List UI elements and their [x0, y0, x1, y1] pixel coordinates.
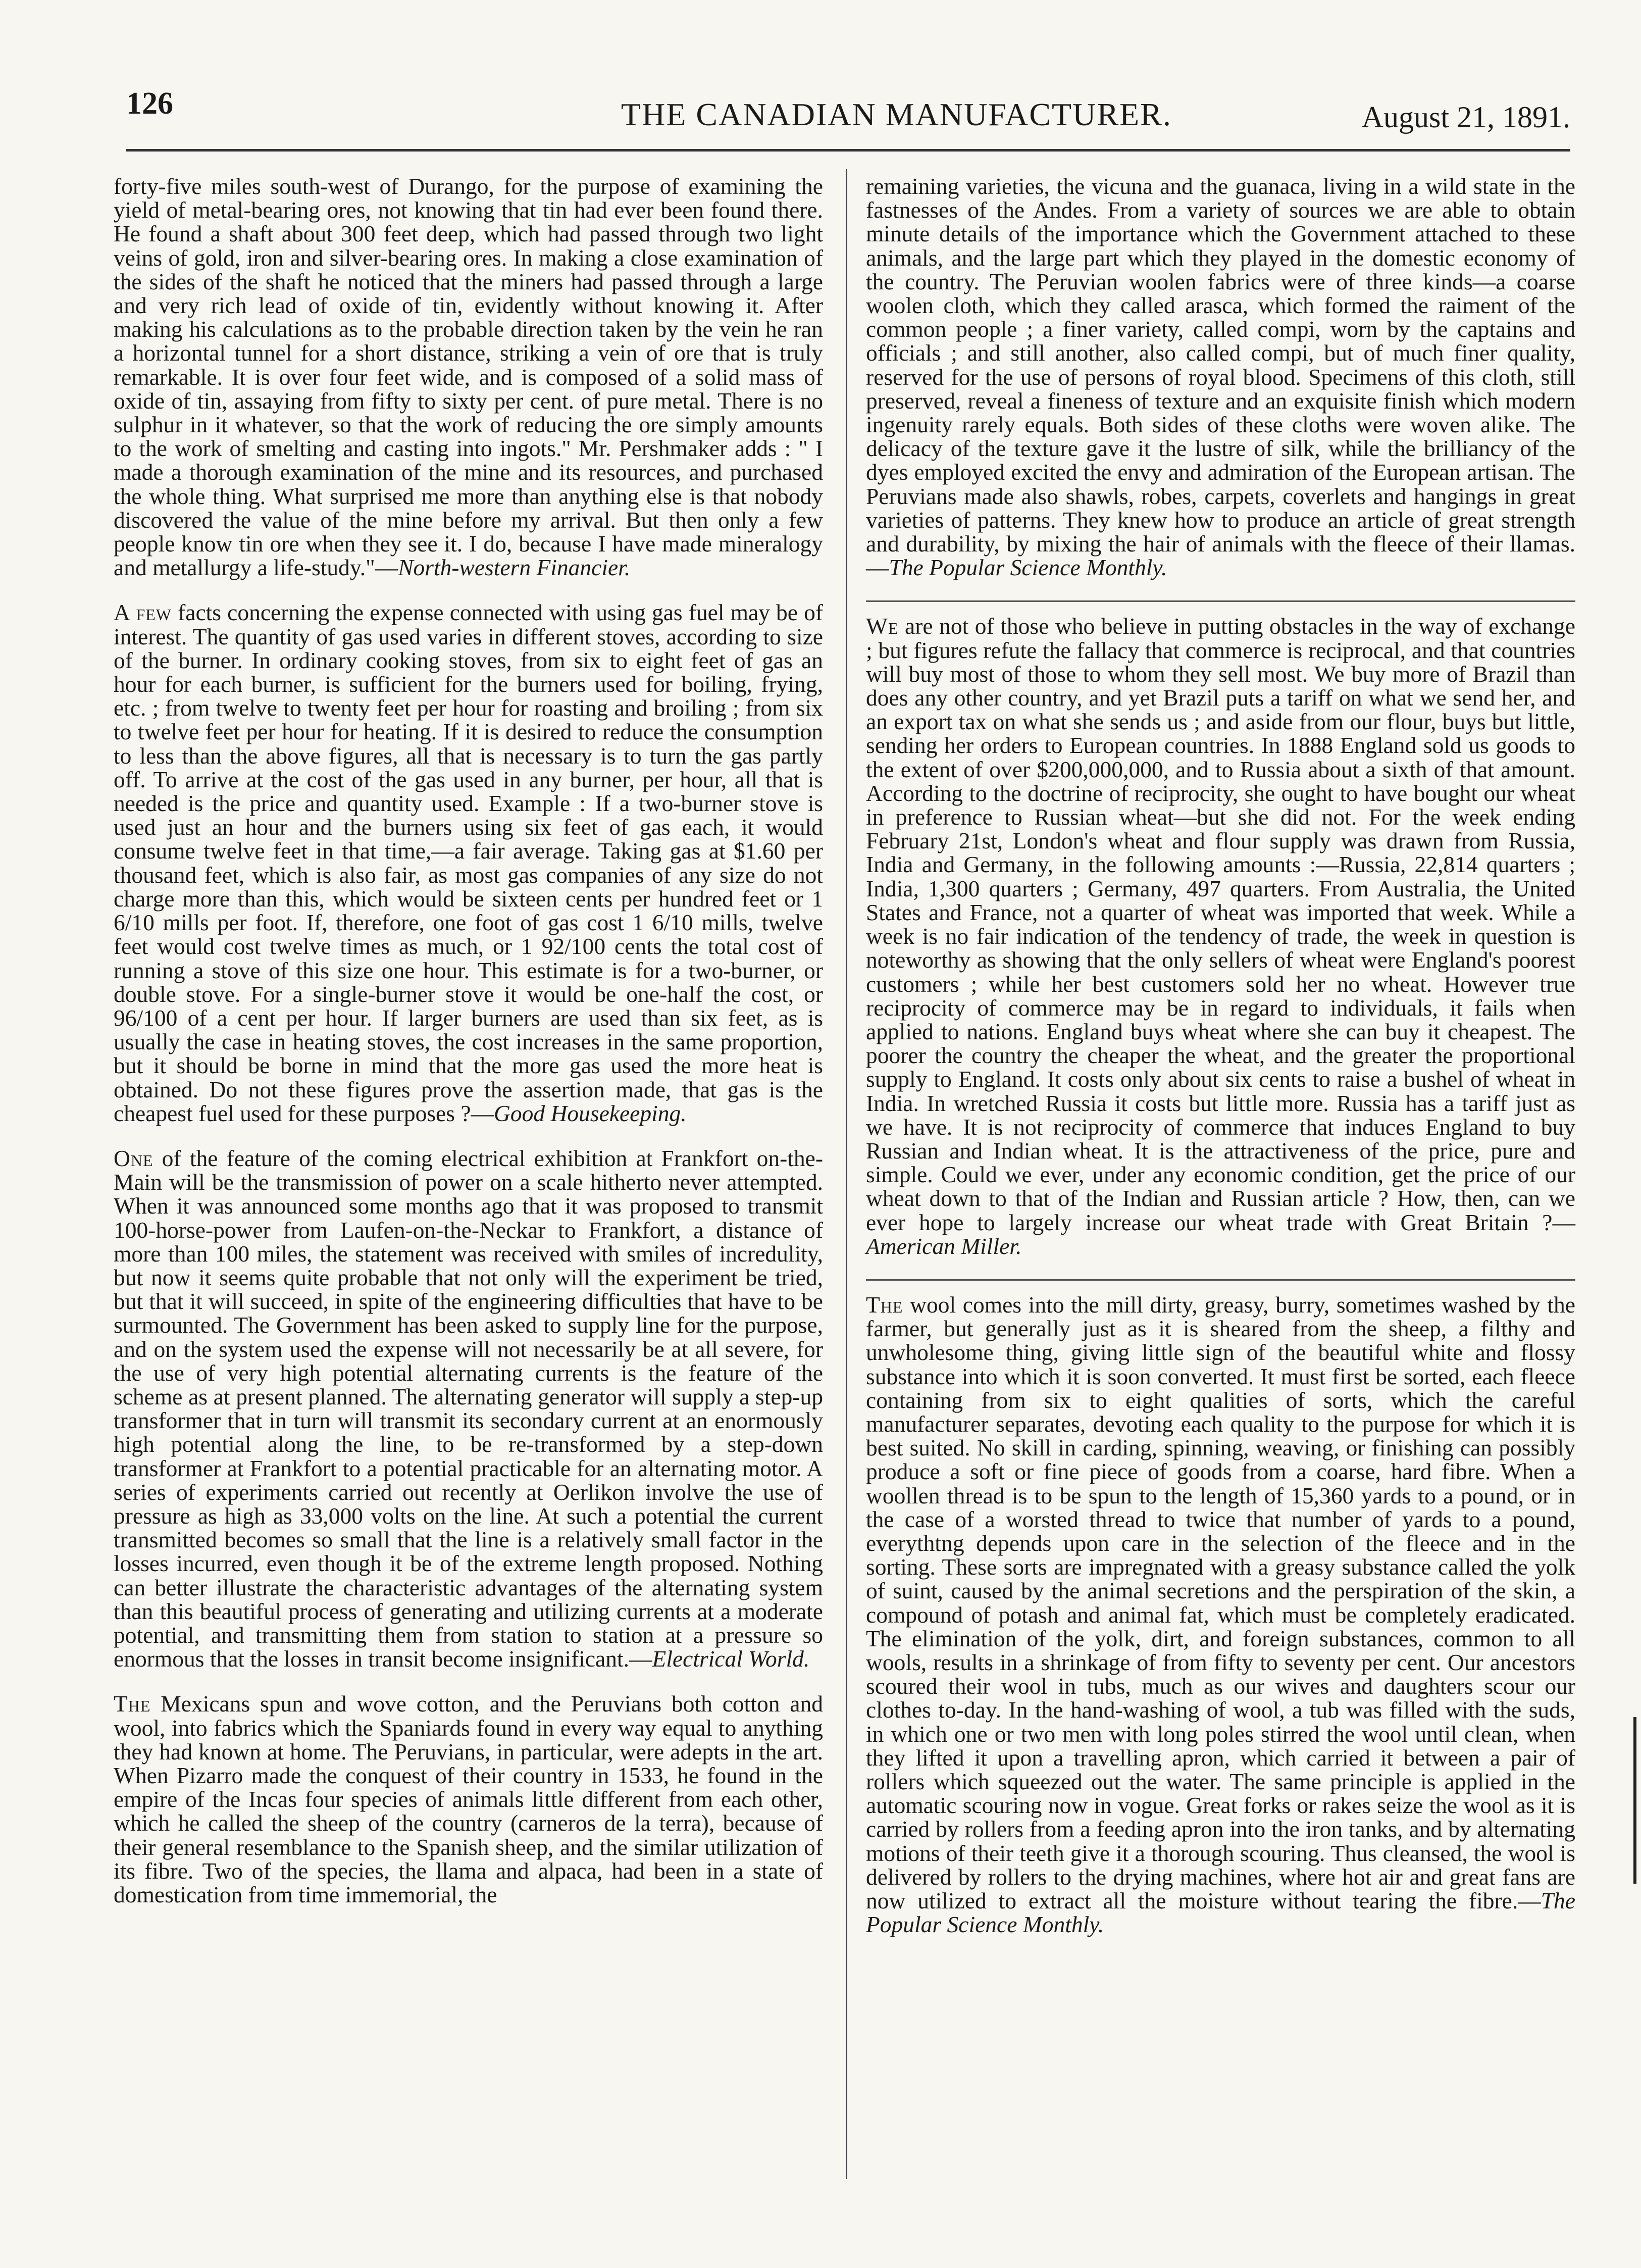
left-column [114, 174, 823, 1928]
article-source: Good Housekeeping. [494, 1100, 687, 1126]
page-number: 126 [126, 86, 173, 121]
article-wool-scouring [866, 1293, 1575, 1936]
article-source: American Miller. [866, 1233, 1022, 1259]
header-rule [126, 149, 1570, 152]
article-body: of the feature of the coming electrical exhibition at Frankfort on-the-Main will be the transmission of power on a scale hitherto never attempted. When it was announced some months ago that it was proposed to transmit 100-horse-power from Laufen-on-the-Neckar to Frankfort, a distance of more than 100 miles, the statement was received with smiles of incredulity, but now it seems quite probable that not only will the experiment be tried, but that it will succeed, in spite of the engineering difficulties that have to be surmounted. The Government has been asked to supply line for the purpose, and on the system used the expense will not necessarily be at all severe, for the use of very high potential alternating currents is the feature of the scheme as at present planned. The alternating generator will supply a step-up transformer that in turn will transmit its secondary current at an enormously high potential along the line, to be re-transformed by a step-down transformer at Frankfort to a potential practicable for an alternating motor. A series of experiments carried out recently at Oerlikon involve the use of pressure as high as 33,000 volts on the line. At such a potential the current transmitted becomes so small that the line is a relatively small factor in the losses incurred, even though it be of the extreme length proposed. Nothing can better illustrate the characteristic advantages of the alternating system than this beautiful process of generating and utilizing currents at a moderate potential, and transmitting them from station to station at a pressure so enormous that the losses in transit become insignificant.— [114, 1145, 823, 1672]
article-frankfort-power [114, 1146, 823, 1671]
publication-title: THE CANADIAN MANUFACTURER. [621, 96, 1172, 132]
article-wheat-trade [866, 614, 1575, 1257]
article-body: facts concerning the expense connected with using gas fuel may be of interest. The quantity of gas used varies in different stoves, according to size of the burner. In ordinary cooking stoves, from six to eight feet of gas an hour for each burner, is sufficient for the burners used for boiling, frying, etc. ; from twelve to twenty feet per hour for roasting and broiling ; from six to twelve feet per hour for heating. If it is desired to reduce the consumption to less than the above figures, all that is necessary is to turn the gas partly off. To arrive at the cost of the gas used in any burner, per hour, all that is needed is the price and quantity used. Example : If a two-burner stove is used just an hour and the burners using six feet of gas each, it would consume twelve feet in that time,—a fair average. Taking gas at $1.60 per thousand feet, which is also fair, as most gas companies of any size do not charge more than this, which would be sixteen cents per hundred feet or 1 6/10 mills per foot. If, therefore, one foot of gas cost 1 6/10 mills, twelve feet would cost twelve times as much, or 1 92/100 cents the total cost of running a stove of this size one hour. This estimate is for a two-burner, or double stove. For a single-burner stove it would be one-half the cost, or 96/100 of a cent per hour. If larger burners are used than six feet, as is usually the case in heating stoves, the cost increases in the same proportion, but it should be borne in mind that the more gas used the more heat is obtained. Do not these figures prove the assertion made, that gas is the cheapest fuel used for these purposes ?— [114, 599, 823, 1126]
binding-edge-mark [1633, 1717, 1636, 1884]
article-body: forty-five miles south-west of Durango, for the purpose of examining the yield of metal-bearing ores, not knowing that tin had ever been found there. He found a shaft about 300 feet deep, which had passed through two light veins of gold, iron and silver-bearing ores. In making a close examination of the sides of the shaft he noticed that the miners had passed through a large and very rich lead of oxide of tin, evidently without knowing it. After making his calculations as to the probable direction taken by the vein he ran a horizontal tunnel for a short distance, striking a vein of ore that is truly remarkable. It is over four feet wide, and is composed of a solid mass of oxide of tin, assaying from fifty to sixty per cent. of pure metal. There is no sulphur in it whatever, so that the work of reducing the ore simply amounts to the work of smelting and casting into ingots." Mr. Pershmaker adds : " I made a thorough examination of the mine and its resources, and purchased the whole thing. What surprised me more than anything else is that nobody discovered the value of the mine before my arrival. But then only a few people know tin ore when they see it. I do, because I have made mineralogy and metallurgy a life-study."— [114, 173, 823, 581]
article-source: The Popular Science Monthly. [889, 555, 1167, 581]
article-lead: We [866, 613, 899, 639]
article-source: North-western Financier. [398, 555, 631, 581]
section-rule [866, 600, 1575, 602]
article-body: wool comes into the mill dirty, greasy, burry, sometimes washed by the farmer, but generally just as it is sheared from the sheep, a filthy and unwholesome thing, giving little sign of the beautiful white and flossy substance into which it is soon converted. It must first be sorted, each fleece containing from six to eight qualities of sorts, which the careful manufacturer separates, devoting each quality to the purpose for which it is best suited. No skill in carding, spinning, weaving, or finishing can possibly produce a soft or fine piece of goods from a coarse, hard fibre. When a woollen thread is to be spun to the length of 15,360 yards to a pound, or in the case of a worsted thread to twice that number of yards to a pound, everythtng depends upon care in the selection of the fleece and in the sorting. These sorts are impregnated with a greasy substance called the yolk of suint, caused by the animal secretions and the perspiration of the skin, a compound of potash and animal fat, which must be completely eradicated. The elimination of the yolk, dirt, and foreign substances, common to all wools, results in a shrinkage of from fifty to seventy per cent. Our ancestors scoured their wool in tubs, much as our wives and daughters scour our clothes to-day. In the hand-washing of wool, a tub was filled with the suds, in which one or two men with long poles stirred the wool until clean, when they lifted it upon a travelling apron, which carried it between a pair of rollers which squeezed out the water. The same principle is applied in the automatic scouring now in vogue. Great forks or rakes seize the wool as it is carried by rollers from a feeding apron into the iron tanks, and by alternating motions of their teeth give it a thorough scouring. Thus cleansed, the wool is delivered by rollers to the drying machines, where hot air and great fans are now utilized to extract all the moisture without tearing the fibre.— [866, 1291, 1575, 1914]
right-column [866, 174, 1575, 1957]
article-body: Mexicans spun and wove cotton, and the Peruvians both cotton and wool, into fabrics which the Spaniards found in every way equal to anything they had known at home. The Peruvians, in particular, were adepts in the art. When Pizarro made the conquest of their country in 1533, he found in the empire of the Incas four species of animals little different from each other, which he called the sheep of the country (carneros de la terra), because of their general resemblance to the Spanish sheep, and the similar utilization of its fibre. Two of the species, the llama and alpaca, had been in a state of domestication from time immemorial, the [114, 1691, 823, 1908]
article-lead: One [114, 1145, 153, 1171]
article-body: are not of those who believe in putting obstacles in the way of exchange ; but figures refute the fallacy that commerce is reciprocal, and that countries will buy most of those to whom they sell most. We buy more of Brazil than does any other country, and yet Brazil puts a tariff on what we send her, and an export tax on what she sends us ; and aside from our flour, buys but little, sending her orders to European countries. In 1888 England sold us goods to the extent of over $200,000,000, and to Russia about a sixth of that amount. According to the doctrine of reciprocity, she ought to have bought our wheat in preference to Russian wheat—but she did not. For the week ending February 21st, London's wheat and flour supply was drawn from Russia, India and Germany, in the following amounts :—Russia, 22,814 quarters ; India, 1,300 quarters ; Germany, 497 quarters. From Australia, the United States and France, not a quarter of wheat was imported that week. While a week is no fair indication of the tendency of trade, the week in question is noteworthy as showing that the only sellers of wheat were England's poorest customers ; while her best customers sold her no wheat. However true reciprocity of commerce may be in regard to individuals, it fails when applied to nations. England buys wheat where she can buy it cheapest. The poorer the country the cheaper the wheat, and the greater the proportional supply to England. It costs only about six cents to raise a bushel of wheat in India. In wretched Russia it costs but little more. Russia has a tariff just as we have. It is not reciprocity of commerce that induces England to buy Russian and Indian wheat. It is the attractiveness of the price, pure and simple. Could we ever, under any economic condition, get the price of our wheat down to that of the Indian and Russian article ? How, then, can we ever hope to largely increase our wheat trade with Great Britain ?— [866, 613, 1575, 1235]
article-lead: A few [114, 599, 172, 626]
article-peruvian-weaving [114, 1692, 823, 1906]
article-peruvian-weaving-cont [866, 174, 1575, 579]
article-source: Electrical World. [652, 1646, 810, 1672]
article-tin-mine [114, 174, 823, 579]
article-lead: The [866, 1291, 903, 1318]
article-body: remaining varieties, the vicuna and the guanaca, living in a wild state in the fastnesses of the Andes. From a variety of sources we are able to obtain minute details of the importance which the Government attached to these animals, and the large part which they played in the domestic economy of the country. The Peruvian woolen fabrics were of three kinds—a coarse woolen cloth, which they called arasca, which formed the raiment of the common people ; a finer variety, called compi, worn by the captains and officials ; and still another, also called compi, but of much finer quality, reserved for the use of persons of royal blood. Specimens of this cloth, still preserved, reveal a fineness of texture and an exquisite finish which modern ingenuity rarely equals. Both sides of these cloths were woven alike. The delicacy of the texture gave it the lustre of silk, while the brilliancy of the dyes employed excited the envy and admiration of the European artisan. The Peruvians made also shawls, robes, carpets, coverlets and hangings in great varieties of patterns. They knew how to produce an article of great strength and durability, by mixing the hair of animals with the fleece of their llamas.— [866, 173, 1575, 581]
section-rule [866, 1279, 1575, 1281]
article-source: The Popular Science Monthly. [866, 1888, 1575, 1938]
page-header [126, 76, 1570, 141]
article-lead: The [114, 1691, 151, 1717]
article-gas-fuel [114, 600, 823, 1125]
column-divider [846, 169, 847, 2179]
issue-date: August 21, 1891. [1361, 100, 1570, 134]
